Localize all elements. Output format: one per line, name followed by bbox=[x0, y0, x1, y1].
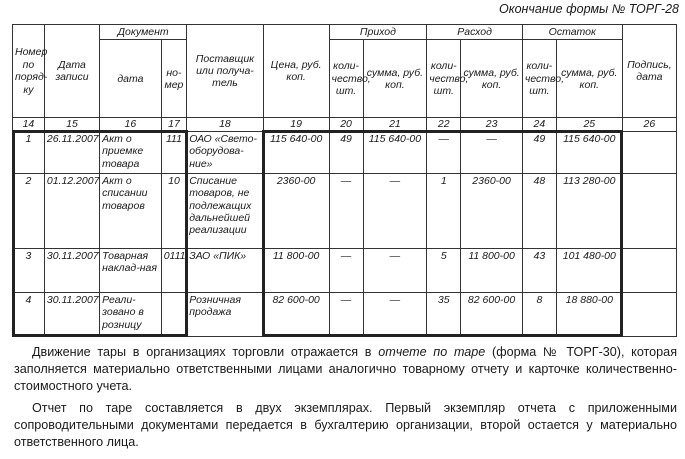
row-price: 115 640-00 bbox=[263, 131, 329, 173]
header-balance-sum: сумма, руб. коп. bbox=[556, 40, 622, 118]
row-date: 30.11.2007 bbox=[44, 248, 99, 292]
table-row bbox=[13, 248, 677, 292]
row-date: 30.11.2007 bbox=[44, 292, 99, 336]
table-row bbox=[13, 173, 677, 248]
row-income-sum: — bbox=[363, 292, 427, 336]
row-balance-qty: 49 bbox=[522, 131, 556, 173]
row-date: 01.12.2007 bbox=[44, 173, 99, 248]
row-document: Товарная наклад-ная bbox=[100, 248, 162, 292]
header-doc-number: но-мер bbox=[161, 40, 187, 118]
col-number: 16 bbox=[100, 118, 162, 131]
row-party: ОАО «Свето-оборудова-ние» bbox=[187, 131, 263, 173]
row-expense-qty: 1 bbox=[427, 173, 461, 248]
row-income-qty: 49 bbox=[329, 131, 363, 173]
row-signature bbox=[622, 173, 676, 248]
row-price: 2360-00 bbox=[263, 173, 329, 248]
row-expense-sum: 11 800-00 bbox=[461, 248, 523, 292]
col-number: 15 bbox=[44, 118, 99, 131]
row-expense-sum: 82 600-00 bbox=[461, 292, 523, 336]
row-income-sum: 115 640-00 bbox=[363, 131, 427, 173]
header-document: Документ bbox=[100, 25, 187, 40]
col-number: 17 bbox=[161, 118, 187, 131]
row-income-sum: — bbox=[363, 173, 427, 248]
header-date: Дата записи bbox=[44, 25, 99, 118]
form-caption: Окончание формы № ТОРГ-28 bbox=[498, 2, 679, 16]
col-number: 19 bbox=[263, 118, 329, 131]
header-price: Цена, руб. коп. bbox=[263, 25, 329, 118]
row-signature bbox=[622, 131, 676, 173]
col-number: 18 bbox=[187, 118, 263, 131]
row-balance-qty: 8 bbox=[522, 292, 556, 336]
column-number-row bbox=[13, 118, 677, 131]
row-price: 11 800-00 bbox=[263, 248, 329, 292]
row-expense-qty: 5 bbox=[427, 248, 461, 292]
row-document: Акт о приемке товара bbox=[100, 131, 162, 173]
paragraph-report-copies: Отчет по таре составляется в двух экземплярах. Первый экземпляр отчета с приложенными сопроводительными документами передается в бухгалтерию организации, второй остается у материально ответственного лица. bbox=[14, 401, 677, 449]
row-no: 3 bbox=[13, 248, 45, 292]
col-number: 22 bbox=[427, 118, 461, 131]
header-balance: Остаток bbox=[522, 25, 622, 40]
row-doc-number: 111 bbox=[161, 131, 187, 173]
row-signature bbox=[622, 248, 676, 292]
row-balance-sum: 113 280-00 bbox=[556, 173, 622, 248]
torg-28-table bbox=[12, 24, 677, 337]
col-number: 14 bbox=[13, 118, 45, 131]
row-balance-sum: 101 480-00 bbox=[556, 248, 622, 292]
row-party: ЗАО «ПИК» bbox=[187, 248, 263, 292]
header-expense-sum: сумма, руб. коп. bbox=[461, 40, 523, 118]
row-party: Списание товаров, не подлежащих дальнейшей реализации bbox=[187, 173, 263, 248]
row-expense-sum: 2360-00 bbox=[461, 173, 523, 248]
row-balance-sum: 18 880-00 bbox=[556, 292, 622, 336]
row-balance-sum: 115 640-00 bbox=[556, 131, 622, 173]
row-expense-sum: — bbox=[461, 131, 523, 173]
paragraph1-end: (форма № ТОРГ-30), которая заполняется материально ответственными лицами аналогично товарному отчету и карточке количественно-стоимостного учета. bbox=[14, 345, 678, 393]
header-income: Приход bbox=[329, 25, 427, 40]
col-number: 25 bbox=[556, 118, 622, 131]
row-doc-number: 0111 bbox=[161, 248, 187, 292]
row-price: 82 600-00 bbox=[263, 292, 329, 336]
header-signature: Подпись, дата bbox=[622, 25, 676, 118]
row-no: 4 bbox=[13, 292, 45, 336]
table-row bbox=[13, 131, 677, 173]
header-row-number: Номер по поряд-ку bbox=[13, 25, 45, 118]
row-document: Акт о списании товаров bbox=[100, 173, 162, 248]
header-supplier: Поставщик или получа-тель bbox=[187, 25, 263, 118]
header-income-sum: сумма, руб. коп. bbox=[363, 40, 427, 118]
col-number: 26 bbox=[622, 118, 676, 131]
row-income-qty: — bbox=[329, 292, 363, 336]
row-expense-qty: — bbox=[427, 131, 461, 173]
header-row-1 bbox=[13, 25, 677, 40]
table-row bbox=[13, 292, 677, 336]
row-doc-number bbox=[161, 292, 187, 336]
header-doc-date: дата bbox=[100, 40, 162, 118]
col-number: 23 bbox=[461, 118, 523, 131]
col-number: 21 bbox=[363, 118, 427, 131]
row-income-sum: — bbox=[363, 248, 427, 292]
header-income-qty: коли-чество, шт. bbox=[329, 40, 363, 118]
row-signature bbox=[622, 292, 676, 336]
row-date: 26.11.2007 bbox=[44, 131, 99, 173]
col-number: 20 bbox=[329, 118, 363, 131]
row-balance-qty: 48 bbox=[522, 173, 556, 248]
row-expense-qty: 35 bbox=[427, 292, 461, 336]
row-no: 1 bbox=[13, 131, 45, 173]
row-income-qty: — bbox=[329, 248, 363, 292]
row-doc-number: 10 bbox=[161, 173, 187, 248]
header-balance-qty: коли-чество, шт. bbox=[522, 40, 556, 118]
paragraph-packaging-report bbox=[14, 344, 677, 395]
col-number: 24 bbox=[522, 118, 556, 131]
row-party: Розничная продажа bbox=[187, 292, 263, 336]
row-document: Реали-зовано в розницу bbox=[100, 292, 162, 336]
header-row-2 bbox=[13, 40, 677, 118]
paragraph1-term: отчете по таре bbox=[378, 345, 486, 359]
row-no: 2 bbox=[13, 173, 45, 248]
row-income-qty: — bbox=[329, 173, 363, 248]
row-balance-qty: 43 bbox=[522, 248, 556, 292]
header-expense: Расход bbox=[427, 25, 523, 40]
paragraph1-start: Движение тары в организациях торговли отражается в bbox=[32, 345, 379, 359]
header-expense-qty: коли-чество, шт. bbox=[427, 40, 461, 118]
